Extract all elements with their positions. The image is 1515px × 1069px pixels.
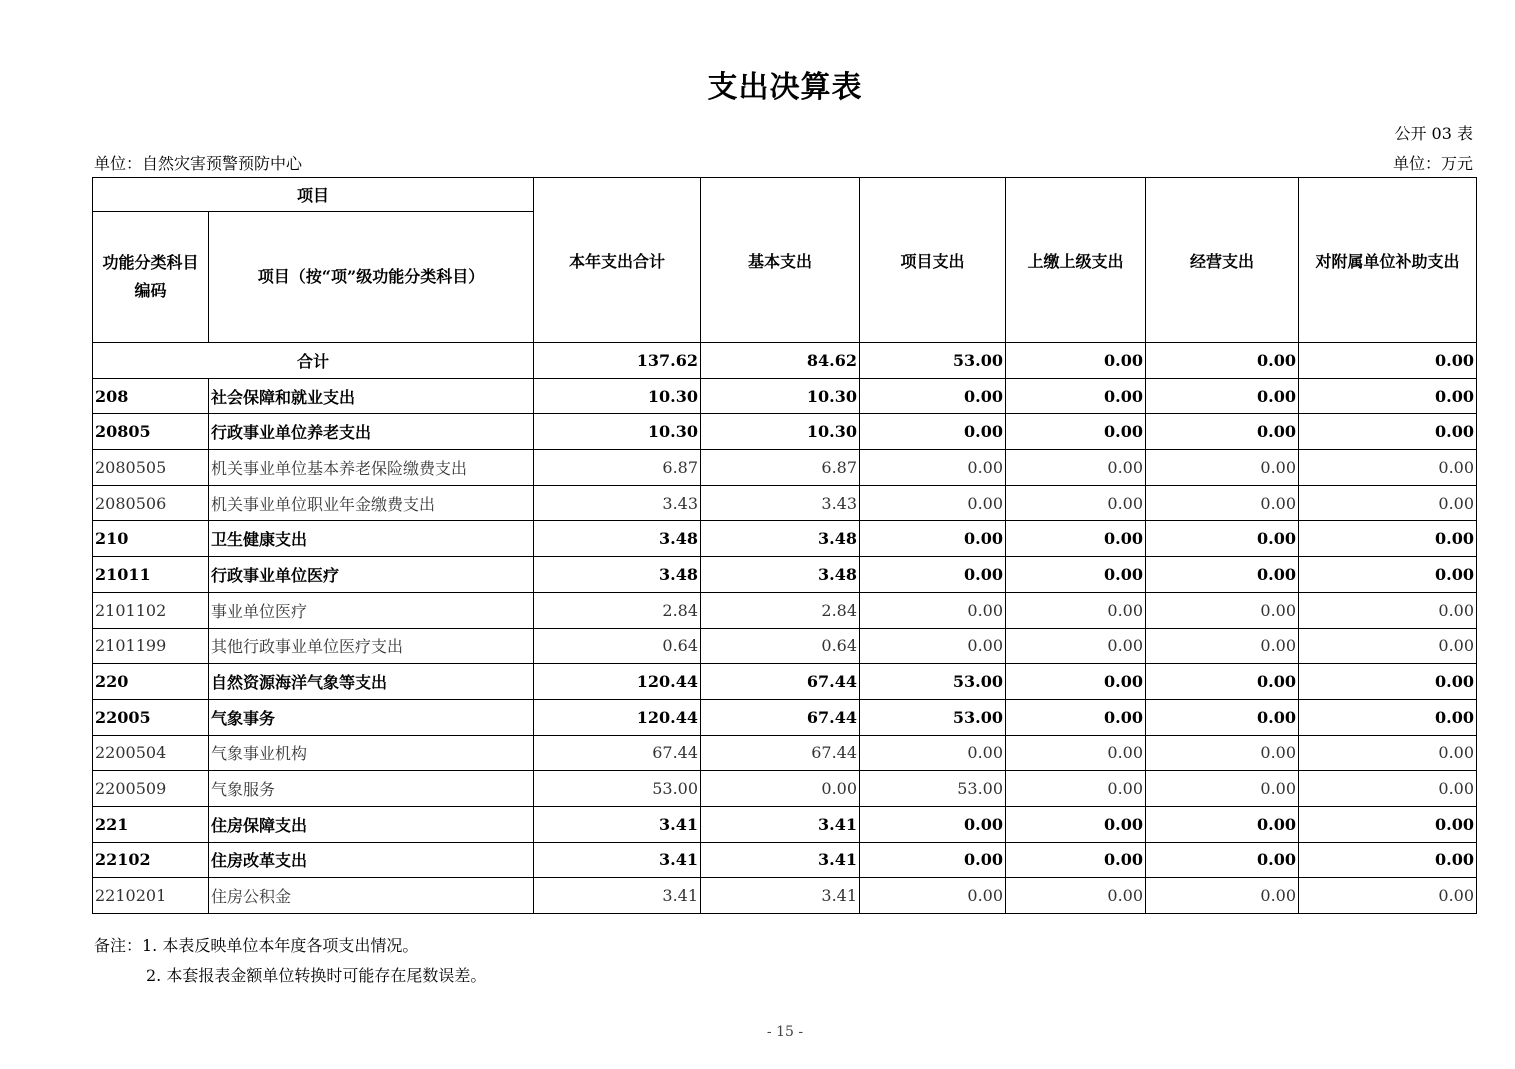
value-cell: 0.00 [1146,628,1299,664]
table-row [93,699,1477,735]
table-row [93,735,1477,771]
value-cell: 0.00 [1146,735,1299,771]
value-cell: 0.00 [1006,557,1146,593]
header-code: 功能分类科目编码 [93,212,209,343]
value-cell: 3.41 [534,842,701,878]
code-cell: 2210201 [93,878,209,914]
value-cell: 6.87 [701,450,860,486]
unit-organization: 单位：自然灾害预警预防中心 [94,154,303,173]
name-cell: 住房改革支出 [209,842,534,878]
total-cell: 0.00 [1006,343,1146,379]
value-cell: 0.00 [1299,699,1477,735]
header-upper: 上缴上级支出 [1006,178,1146,343]
value-cell: 0.64 [534,628,701,664]
value-cell: 0.00 [1146,842,1299,878]
value-cell: 0.00 [1006,699,1146,735]
value-cell: 0.00 [701,771,860,807]
page-number: - 15 - [766,1024,804,1040]
name-cell: 机关事业单位基本养老保险缴费支出 [209,450,534,486]
value-cell: 0.00 [1299,771,1477,807]
note-2: 2. 本套报表金额单位转换时可能存在尾数误差。 [146,966,487,985]
value-cell: 53.00 [860,771,1006,807]
value-cell: 0.00 [1006,378,1146,414]
value-cell: 0.00 [1146,378,1299,414]
value-cell: 0.00 [1006,485,1146,521]
value-cell: 3.43 [534,485,701,521]
table-row [93,771,1477,807]
header-subsidy: 对附属单位补助支出 [1299,178,1477,343]
name-cell: 事业单位医疗 [209,592,534,628]
value-cell: 0.00 [1146,878,1299,914]
value-cell: 67.44 [534,735,701,771]
code-cell: 2101102 [93,592,209,628]
table-row [93,485,1477,521]
value-cell: 0.00 [860,878,1006,914]
name-cell: 住房公积金 [209,878,534,914]
value-cell: 0.00 [1146,806,1299,842]
header-project: 项目支出 [860,178,1006,343]
value-cell: 0.00 [860,378,1006,414]
value-cell: 0.00 [1006,628,1146,664]
value-cell: 0.00 [1299,485,1477,521]
value-cell: 0.00 [1006,806,1146,842]
value-cell: 6.87 [534,450,701,486]
total-row [93,343,1477,379]
value-cell: 3.41 [701,806,860,842]
value-cell: 0.00 [1299,842,1477,878]
code-cell: 22102 [93,842,209,878]
value-cell: 10.30 [701,414,860,450]
value-cell: 3.41 [534,806,701,842]
value-cell: 0.00 [1006,521,1146,557]
value-cell: 0.00 [860,450,1006,486]
name-cell: 行政事业单位医疗 [209,557,534,593]
total-label: 合计 [93,343,534,379]
value-cell: 0.00 [1146,771,1299,807]
value-cell: 0.00 [860,842,1006,878]
total-cell: 0.00 [1146,343,1299,379]
header-name: 项目（按“项”级功能分类科目） [209,212,534,343]
table-row [93,414,1477,450]
value-cell: 3.43 [701,485,860,521]
header-basic: 基本支出 [701,178,860,343]
total-cell: 53.00 [860,343,1006,379]
value-cell: 3.41 [701,842,860,878]
value-cell: 3.48 [534,557,701,593]
value-cell: 0.00 [1299,450,1477,486]
value-cell: 2.84 [701,592,860,628]
value-cell: 0.00 [860,485,1006,521]
value-cell: 0.00 [1299,521,1477,557]
value-cell: 2.84 [534,592,701,628]
code-cell: 2200504 [93,735,209,771]
value-cell: 67.44 [701,699,860,735]
code-cell: 2101199 [93,628,209,664]
name-cell: 其他行政事业单位医疗支出 [209,628,534,664]
value-cell: 53.00 [860,664,1006,700]
unit-currency: 单位：万元 [1392,154,1473,173]
code-cell: 2080505 [93,450,209,486]
value-cell: 3.48 [701,521,860,557]
total-cell: 0.00 [1299,343,1477,379]
table-row [93,378,1477,414]
name-cell: 气象事业机构 [209,735,534,771]
value-cell: 0.00 [1146,450,1299,486]
header-project-group: 项目 [93,178,534,212]
code-cell: 221 [93,806,209,842]
form-code: 公开 03 表 [1394,124,1473,143]
header-business: 经营支出 [1146,178,1299,343]
note-1: 备注：1. 本表反映单位本年度各项支出情况。 [94,936,419,955]
code-cell: 20805 [93,414,209,450]
code-cell: 208 [93,378,209,414]
name-cell: 卫生健康支出 [209,521,534,557]
value-cell: 3.48 [534,521,701,557]
value-cell: 0.00 [1299,878,1477,914]
value-cell: 3.48 [701,557,860,593]
total-cell: 137.62 [534,343,701,379]
value-cell: 0.00 [1006,735,1146,771]
name-cell: 机关事业单位职业年金缴费支出 [209,485,534,521]
value-cell: 3.41 [534,878,701,914]
value-cell: 10.30 [534,378,701,414]
table-row [93,557,1477,593]
value-cell: 0.00 [860,557,1006,593]
value-cell: 3.41 [701,878,860,914]
table-row [93,842,1477,878]
value-cell: 0.00 [1006,842,1146,878]
value-cell: 0.00 [1146,485,1299,521]
value-cell: 67.44 [701,664,860,700]
value-cell: 0.00 [860,414,1006,450]
value-cell: 0.00 [1006,771,1146,807]
name-cell: 气象事务 [209,699,534,735]
name-cell: 住房保障支出 [209,806,534,842]
code-cell: 2080506 [93,485,209,521]
table-row [93,592,1477,628]
value-cell: 0.00 [860,521,1006,557]
value-cell: 0.00 [1146,592,1299,628]
value-cell: 0.00 [1299,557,1477,593]
value-cell: 0.00 [860,806,1006,842]
value-cell: 10.30 [534,414,701,450]
table-row [93,628,1477,664]
table-row [93,878,1477,914]
name-cell: 气象服务 [209,771,534,807]
table-row [93,664,1477,700]
value-cell: 0.00 [1299,414,1477,450]
table-row [93,806,1477,842]
table-row [93,521,1477,557]
value-cell: 0.00 [1146,699,1299,735]
value-cell: 120.44 [534,664,701,700]
value-cell: 67.44 [701,735,860,771]
code-cell: 220 [93,664,209,700]
page-title: 支出决算表 [707,70,863,105]
name-cell: 自然资源海洋气象等支出 [209,664,534,700]
code-cell: 2200509 [93,771,209,807]
value-cell: 0.00 [860,592,1006,628]
value-cell: 0.00 [1146,521,1299,557]
value-cell: 0.00 [1006,450,1146,486]
total-cell: 84.62 [701,343,860,379]
header-total: 本年支出合计 [534,178,701,343]
name-cell: 行政事业单位养老支出 [209,414,534,450]
value-cell: 0.00 [860,735,1006,771]
name-cell: 社会保障和就业支出 [209,378,534,414]
code-cell: 22005 [93,699,209,735]
value-cell: 0.00 [1146,664,1299,700]
value-cell: 0.00 [1006,664,1146,700]
value-cell: 0.00 [860,628,1006,664]
value-cell: 0.00 [1299,735,1477,771]
value-cell: 120.44 [534,699,701,735]
code-cell: 21011 [93,557,209,593]
table-row [93,450,1477,486]
value-cell: 0.00 [1006,414,1146,450]
value-cell: 0.00 [1299,378,1477,414]
value-cell: 10.30 [701,378,860,414]
value-cell: 0.64 [701,628,860,664]
value-cell: 0.00 [1146,557,1299,593]
value-cell: 0.00 [1146,414,1299,450]
code-cell: 210 [93,521,209,557]
value-cell: 53.00 [534,771,701,807]
value-cell: 53.00 [860,699,1006,735]
value-cell: 0.00 [1006,878,1146,914]
value-cell: 0.00 [1299,664,1477,700]
expenditure-table [92,177,1477,914]
value-cell: 0.00 [1299,806,1477,842]
value-cell: 0.00 [1299,592,1477,628]
value-cell: 0.00 [1006,592,1146,628]
value-cell: 0.00 [1299,628,1477,664]
